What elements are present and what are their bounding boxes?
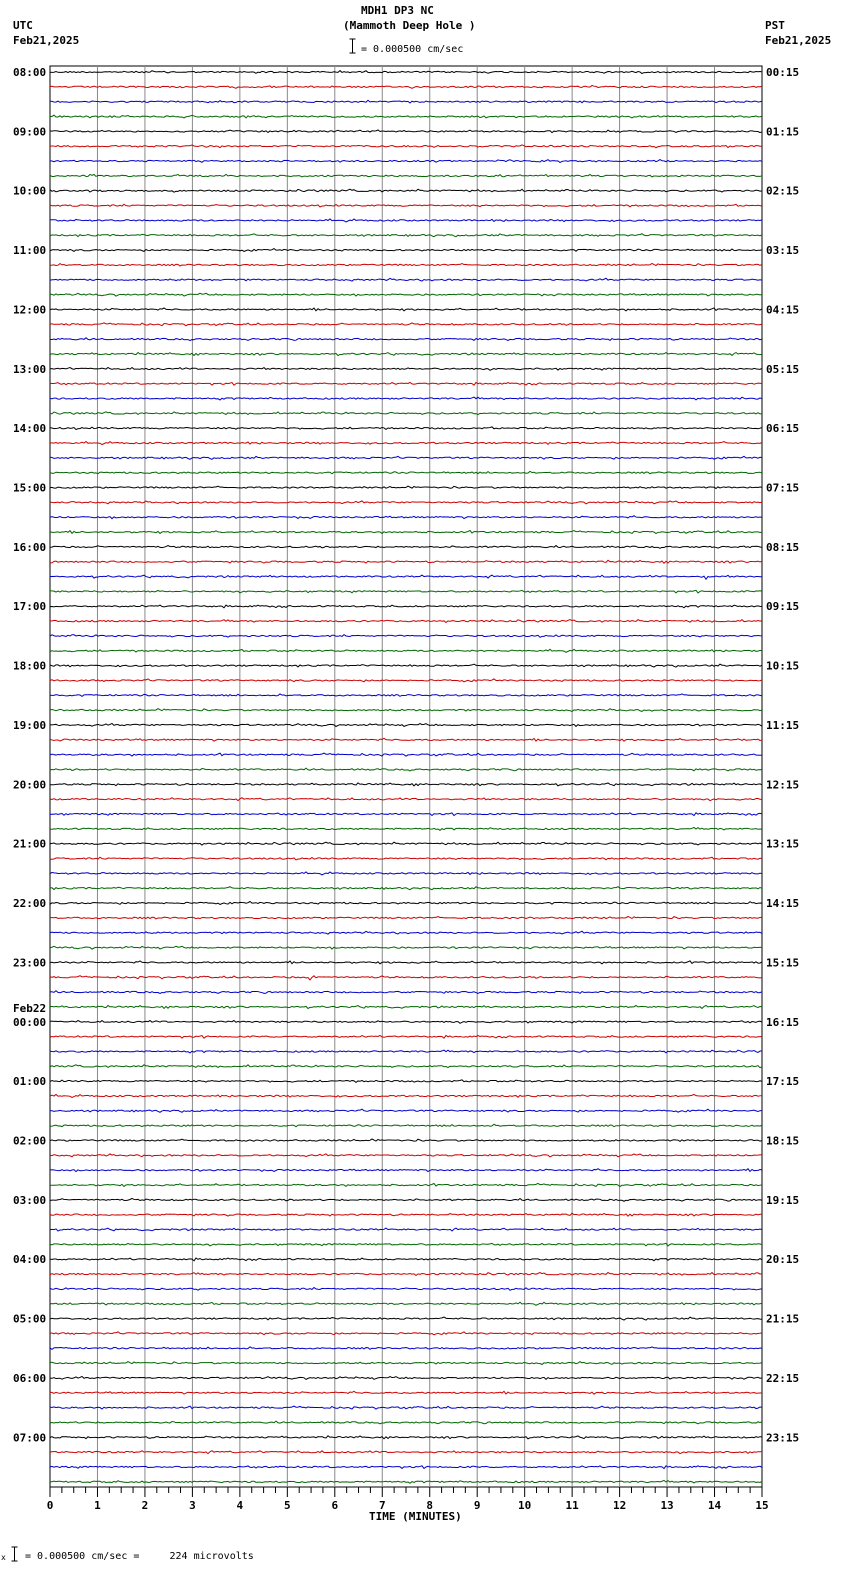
trace-line (50, 664, 762, 667)
trace-line (50, 1183, 762, 1186)
right-hour-label: 18:15 (766, 1134, 800, 1148)
scale-bar-icon (349, 38, 356, 54)
x-tick-label: 8 (426, 1499, 434, 1512)
left-hour-label: 07:00 (13, 1431, 47, 1445)
trace-line (50, 1376, 762, 1379)
trace-line (50, 946, 762, 949)
trace-line (50, 887, 762, 890)
trace-line (50, 367, 762, 370)
trace-line (50, 1406, 762, 1409)
left-hour-label: 16:00 (13, 540, 47, 554)
trace-line (50, 902, 762, 905)
trace-line (50, 516, 762, 519)
trace-line (50, 263, 762, 266)
trace-line (50, 1020, 762, 1023)
x-tick-label: 13 (660, 1499, 674, 1512)
trace-line (50, 753, 762, 756)
trace-line (50, 293, 762, 296)
trace-line (50, 560, 762, 563)
trace-line (50, 308, 762, 311)
left-hour-label: 15:00 (13, 481, 47, 495)
right-hour-label: 14:15 (766, 897, 800, 911)
trace-line (50, 531, 762, 534)
trace-line (50, 352, 762, 355)
trace-line (50, 471, 762, 473)
left-hour-label: 13:00 (13, 362, 47, 376)
left-hour-label: 17:00 (13, 600, 47, 614)
trace-line (50, 1480, 762, 1483)
trace-line (50, 857, 762, 860)
trace-line (50, 620, 762, 623)
trace-line (50, 1421, 762, 1424)
right-hour-label: 23:15 (766, 1431, 800, 1445)
trace-group (50, 71, 762, 1484)
trace-line (50, 1436, 762, 1439)
trace-line (50, 1065, 762, 1068)
trace-line (50, 1124, 762, 1126)
right-date: Feb21,2025 (765, 34, 832, 47)
left-hour-label: 20:00 (13, 778, 47, 792)
trace-line (50, 783, 762, 786)
trace-line (50, 546, 762, 549)
trace-line (50, 1451, 762, 1454)
trace-line (50, 145, 762, 148)
trace-line (50, 605, 762, 608)
left-hour-label: 12:00 (13, 303, 47, 317)
calibration-label: = 0.000500 cm/sec = 224 microvolts (25, 1551, 254, 1562)
x-tick-label: 5 (284, 1499, 291, 1512)
trace-line (50, 1094, 762, 1097)
trace-line (50, 1228, 762, 1231)
trace-line (50, 382, 762, 385)
right-hour-label: 17:15 (766, 1075, 800, 1089)
trace-line (50, 1139, 762, 1141)
trace-line (50, 323, 762, 326)
left-hour-label: 11:00 (13, 244, 47, 258)
trace-line (50, 590, 762, 593)
trace-line (50, 249, 762, 252)
footer-marker: x (1, 1553, 6, 1562)
trace-line (50, 160, 762, 163)
trace-line (50, 916, 762, 919)
trace-line (50, 1109, 762, 1112)
trace-line (50, 575, 762, 579)
trace-line (50, 842, 762, 845)
x-axis (47, 1487, 769, 1512)
scale-label: = 0.000500 cm/sec (361, 44, 464, 55)
trace-line (50, 427, 762, 430)
trace-line (50, 1362, 762, 1365)
x-tick-label: 7 (378, 1499, 386, 1512)
right-hour-label: 09:15 (766, 600, 800, 614)
right-timezone: PST (765, 19, 785, 32)
right-hour-label: 19:15 (766, 1193, 800, 1207)
trace-line (50, 813, 762, 816)
trace-line (50, 397, 762, 400)
trace-line (50, 85, 762, 88)
right-hour-label: 08:15 (766, 540, 800, 554)
trace-line (50, 1050, 762, 1053)
left-hour-label: 06:00 (13, 1371, 47, 1385)
x-tick-label: 2 (141, 1499, 149, 1512)
trace-line (50, 1332, 762, 1335)
left-hour-label: 00:00 (13, 1015, 47, 1029)
right-hour-label: 20:15 (766, 1253, 800, 1267)
trace-line (50, 1302, 762, 1305)
title-site: (Mammoth Deep Hole ) (343, 19, 476, 32)
trace-line (50, 442, 762, 445)
trace-line (50, 798, 762, 801)
title-station: MDH1 DP3 NC (361, 4, 434, 17)
trace-line (50, 738, 762, 741)
trace-line (50, 204, 762, 207)
trace-line (50, 694, 762, 696)
trace-line (50, 100, 762, 103)
left-hour-label: 21:00 (13, 837, 47, 851)
trace-line (50, 1243, 762, 1246)
right-hour-label: 07:15 (766, 481, 800, 495)
left-hour-label: 14:00 (13, 422, 47, 436)
left-hour-label: 02:00 (13, 1134, 47, 1148)
trace-line (50, 723, 762, 726)
x-tick-label: 15 (755, 1499, 769, 1512)
left-hour-label: 19:00 (13, 718, 47, 732)
right-hour-label: 01:15 (766, 125, 800, 139)
left-hour-label: 18:00 (13, 659, 47, 673)
trace-line (50, 1005, 762, 1008)
x-tick-label: 10 (518, 1499, 532, 1512)
trace-line (50, 1154, 762, 1157)
trace-line (50, 338, 762, 341)
left-hour-label: 04:00 (13, 1253, 47, 1267)
x-tick-label: 4 (236, 1499, 244, 1512)
right-hour-label: 15:15 (766, 956, 800, 970)
x-tick-label: 14 (707, 1499, 722, 1512)
trace-line (50, 1169, 762, 1172)
x-tick-label: 3 (189, 1499, 196, 1512)
right-hour-label: 10:15 (766, 659, 800, 673)
right-hour-label: 11:15 (766, 718, 800, 732)
trace-line (50, 486, 762, 488)
trace-line (50, 1347, 762, 1349)
left-hour-label: 05:00 (13, 1312, 47, 1326)
right-hour-label: 06:15 (766, 422, 800, 436)
trace-line (50, 679, 762, 682)
left-hour-label: 22:00 (13, 897, 47, 911)
trace-line (50, 709, 762, 712)
x-tick-label: 11 (565, 1499, 579, 1512)
trace-line (50, 1466, 762, 1469)
trace-line (50, 961, 762, 964)
date-change-label: Feb22 (13, 1001, 47, 1015)
trace-line (50, 501, 762, 504)
right-hour-label: 21:15 (766, 1312, 800, 1326)
trace-line (50, 130, 762, 133)
trace-line (50, 278, 762, 281)
trace-line (50, 768, 762, 771)
left-timezone: UTC (13, 19, 33, 32)
trace-line (50, 234, 762, 237)
trace-line (50, 635, 762, 638)
x-tick-label: 0 (46, 1499, 54, 1512)
trace-line (50, 976, 762, 980)
trace-line (50, 931, 762, 934)
trace-line (50, 872, 762, 875)
left-hour-label: 10:00 (13, 184, 47, 198)
trace-line (50, 1391, 762, 1394)
right-hour-label: 02:15 (766, 184, 800, 198)
x-axis-label: TIME (MINUTES) (369, 1510, 462, 1523)
x-tick-label: 6 (331, 1499, 339, 1512)
right-hour-label: 03:15 (766, 244, 800, 258)
trace-line (50, 189, 762, 192)
trace-line (50, 1213, 762, 1216)
right-hour-label: 04:15 (766, 303, 800, 317)
trace-line (50, 1198, 762, 1201)
trace-line (50, 174, 762, 177)
left-hour-label: 01:00 (13, 1075, 47, 1089)
right-hour-label: 05:15 (766, 362, 800, 376)
left-hour-label: 03:00 (13, 1193, 47, 1207)
trace-line (50, 1035, 762, 1038)
trace-line (50, 1273, 762, 1276)
trace-line (50, 649, 762, 652)
left-date: Feb21,2025 (13, 34, 80, 47)
trace-line (50, 115, 762, 118)
left-hour-label: 08:00 (13, 66, 47, 79)
left-hour-label: 23:00 (13, 956, 47, 970)
trace-line (50, 219, 762, 222)
trace-line (50, 1317, 762, 1320)
calibration-bar-icon (11, 1546, 18, 1562)
x-tick-label: 9 (473, 1499, 481, 1512)
trace-line (50, 1080, 762, 1083)
trace-line (50, 1258, 762, 1261)
trace-line (50, 71, 762, 74)
right-hour-label: 13:15 (766, 837, 800, 851)
right-hour-label: 16:15 (766, 1015, 800, 1029)
trace-line (50, 991, 762, 994)
x-tick-label: 12 (612, 1499, 627, 1512)
left-hour-label: 09:00 (13, 125, 47, 139)
trace-line (50, 827, 762, 830)
trace-line (50, 456, 762, 459)
trace-line (50, 1288, 762, 1291)
right-hour-label: 12:15 (766, 778, 800, 792)
x-tick-label: 1 (94, 1499, 101, 1512)
right-hour-label: 00:15 (766, 66, 800, 79)
right-hour-label: 22:15 (766, 1371, 800, 1385)
trace-line (50, 412, 762, 415)
